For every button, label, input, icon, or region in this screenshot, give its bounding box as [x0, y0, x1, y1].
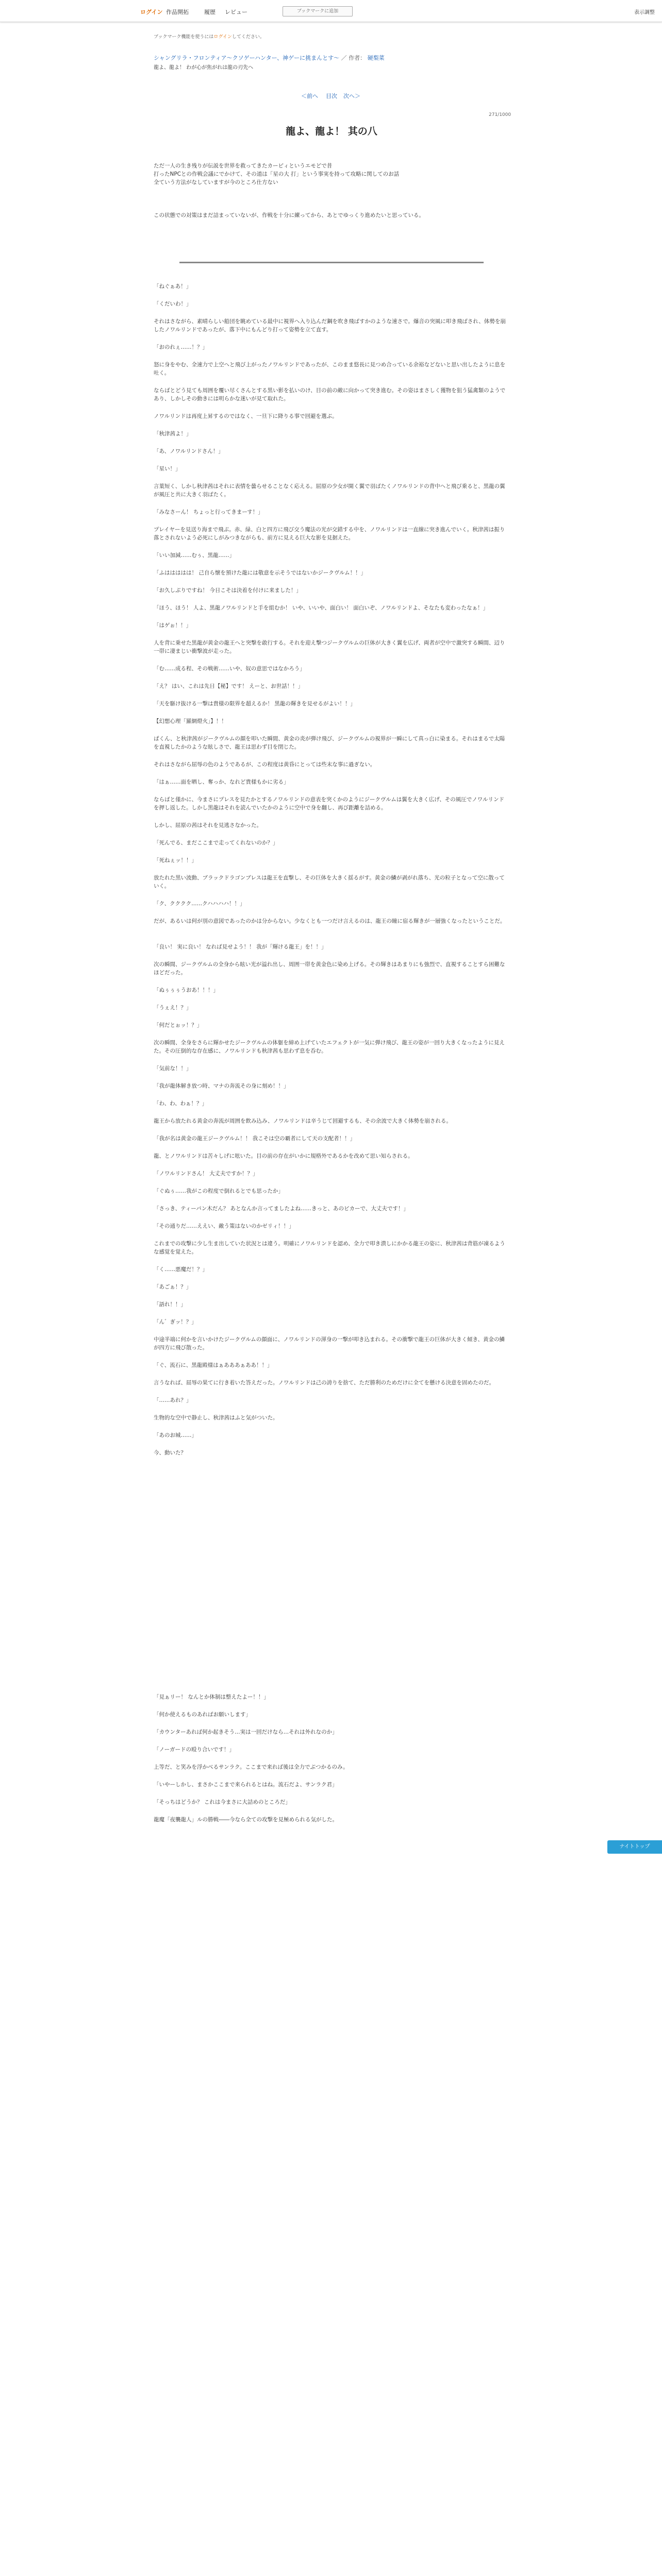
- story-paragraph: 「おのれぇ……！？」: [154, 344, 208, 350]
- story-paragraph: これまでの攻撃に少し生ま出していた状況とは違う。明確にノワルリンドを認め、全力で叩き潰しにかかる龍王の姿に、秋津茜は背筋が凍るような感覚を覚えた。: [154, 1241, 505, 1255]
- nav-link-works[interactable]: 作品開拓: [166, 9, 189, 15]
- story-paragraph: 【幻想心理「羅網燈火」】！！: [154, 718, 227, 724]
- story-paragraph: ならばとどう見ても周囲を覆い尽くさんとする黒い影を払いのけ、目の前の敵に向かって突き進む。その姿はまさしく獲物を狙う猛禽類のようであり、しかしその動きには明らかな迷いが見て取れた。: [154, 387, 506, 402]
- story-paragraph: だが、あるいは何が別の意図であったのかは分からない。少なくとも一つだけ言えるのは、龍王の瞳に宿る輝きが一層強くなったということだ。: [154, 918, 506, 924]
- story-paragraph: 「何か使えるものあればお願いします」: [154, 1711, 251, 1718]
- section-divider: [179, 262, 484, 263]
- story-paragraph: 「死んでる、まだここまで走ってくれないのか？」: [154, 840, 278, 846]
- story-paragraph: 「いやーしかし、まさかここまで来られるとはね。流石だよ、サンラク君」: [154, 1782, 338, 1788]
- story-paragraph: 「ほう、ほう！ 人よ、黒龍ノワルリンドと手を組むか！ いや、いいや、面白い！ 面白いぞ、ノワルリンドよ、そなたも変わったなぁ！」: [154, 605, 489, 611]
- story-paragraph: 「我が名は黄金の龍王ジークヴルム！！ 我こそは空の覇者にして天の支配者！！」: [154, 1136, 356, 1142]
- login-notice: [154, 33, 264, 40]
- story-paragraph: 人を背に乗せた黒龍が黄金の龍王へと突撃を敢行する。それを迎え撃つジークヴルムの巨体が大きく翼を広げ、両者が空中で激突する瞬間、辺り一帯に凄まじい衝撃波が走った。: [154, 640, 505, 654]
- story-paragraph: 上等だ、と笑みを浮かべるサンラク。ここまで来れば後は全力でぶつかるのみ。: [154, 1764, 349, 1770]
- story-paragraph: しかし、屈原の茜はそれを見逃さなかった。: [154, 822, 262, 828]
- preface-line: 打ったNPCとの作戦会議にでかけて、その道は「星の大 打」という事実を持って攻略に関してのお話: [154, 171, 400, 177]
- story-paragraph: プレイヤーを見送り海まで飛ぶ。赤、緑、白と四方に飛び交う魔法の光が交錯する中を、ノワルリンドは一直線に突き進んでいく。秋津茜は振り落とされないよう必死にしがみつきながらも、前方に見える巨大な影を見据えた。: [154, 527, 505, 541]
- story-paragraph: 「ぐぬぅ……我がこの程度で倒れるとでも思ったか」: [154, 1188, 284, 1194]
- next-chapter-link[interactable]: 次へ＞: [343, 93, 360, 99]
- story-paragraph: 「ぐ、流石に、黒龍殿様はぁあああぁああ！！」: [154, 1362, 273, 1368]
- story-paragraph: 怒に身をやむ、全速力で上空へと飛び上がったノワルリンドであったが、このまま悠長に見つめ合っている余裕などないと思い出したように息を吐く。: [154, 362, 506, 376]
- story-paragraph: 「わ、わ、わぁ！？」: [154, 1100, 208, 1107]
- story-paragraph: 「何だとぉッ！？」: [154, 1022, 203, 1028]
- story-paragraph: 「秋津茜よ！」: [154, 431, 192, 437]
- story-paragraph: 「我が龍体解き放つ時、マナの奔流その身に刻め！！」: [154, 1083, 289, 1089]
- story-paragraph: 「……あれ？」: [154, 1397, 192, 1403]
- story-paragraph: 次の瞬間、全身をさらに輝かせたジークヴルムの体躯を締め上げていたエフェクトが一気に弾け飛び、龍王の姿が一回り大きくなったように見えた。その圧倒的な存在感に、ノワルリンドも秋津茜も思わず息を呑む。: [154, 1040, 505, 1054]
- story-paragraph: 次の瞬間、ジークヴルムの全身から眩い光が溢れ出し、周囲一帯を黄金色に染め上げる。その輝きはあまりにも強烈で、直視することすら困難なほどだった。: [154, 961, 505, 976]
- story-paragraph: 「ふははははは！ 己自ら懐を預けた龍には敬意を示そうではないかジークヴルム！！」: [154, 570, 367, 576]
- story-paragraph: 「え？ はい、これは先日【秘】です！ えーと、お世話！！」: [154, 683, 304, 689]
- story-paragraph: 「はゲぉ！！」: [154, 622, 192, 629]
- story-paragraph: ノワルリンドは再度上昇するのではなく、一旦下に降りる事で回避を選ぶ。: [154, 413, 338, 419]
- arc-title: 龍よ、龍よ！ わが心が焦がれは龍の刃先へ: [154, 65, 254, 71]
- story-paragraph: 「見ぁリー！ なんとか体制は整えたよー！！」: [154, 1694, 269, 1700]
- story-paragraph: 「あのお城……」: [154, 1432, 197, 1438]
- story-paragraph: それはさながら、素晴らしい船団を眺めている最中に視界へ入り込んだ鋼を吹き飛ばすかのような速さで。爆音の突風に叩き飛ばされ、体勢を崩したノワルリンドであったが、落下中にもんどり打って姿勢を立て直す。: [154, 318, 506, 333]
- top-navigation-bar: [0, 0, 662, 22]
- story-paragraph: 「うぇえ！？」: [154, 1005, 192, 1011]
- nav-link-history[interactable]: 履歴: [204, 9, 216, 15]
- night-mode-toggle-button[interactable]: ナイトトップ: [607, 1840, 662, 1854]
- story-paragraph: 「いい加減……むぅ、黒龍……」: [154, 552, 235, 558]
- chapter-title: 龍よ、龍よ！ 其の八: [286, 126, 377, 137]
- breadcrumb-separator: ／: [341, 55, 347, 61]
- notice-login-link[interactable]: ログイン: [213, 35, 232, 40]
- story-paragraph: 「カウンターあれば何か起きそう…実は一回だけなら…それは外れなのか」: [154, 1729, 338, 1735]
- story-paragraph: 生物的な空中で静止し、秋津茜はふと気がついた。: [154, 1415, 278, 1421]
- story-paragraph: 龍、とノワルリンドは苦々しげに呟いた。目の前の存在がいかに規格外であるかを改めて思い知らされる。: [154, 1153, 413, 1159]
- preface-line: 全ていう方法がなしていますが今のところ仕方ない: [154, 179, 278, 185]
- login-link[interactable]: ログイン: [140, 9, 163, 15]
- story-paragraph: 「く……悪魔だ！？」: [154, 1266, 208, 1273]
- story-paragraph: 放たれた黒い波動、ブラックドラゴンブレスは龍王を直撃し、その巨体を大きく揺るがす。黄金の鱗が剥がれ落ち、光の粒子となって空に散っていく。: [154, 875, 505, 889]
- chapter-number: 271/1000: [489, 112, 511, 117]
- story-paragraph: 中途半端に何かを言いかけたジークヴルムの顔面に、ノワルリンドの渾身の一撃が叩き込まれる。その衝撃で龍王の巨体が大きく傾き、黄金の鱗が四方に飛び散った。: [154, 1336, 505, 1351]
- story-paragraph: ぱくん、と秋津茜がジークヴルムの顔を叩いた瞬間、黄金の炎が弾け飛び、ジークヴルムの視界が一瞬にして真っ白に染まる。それはまるで太陽を直視したかのような眩しさで、龍王は思わず目を閉じた。: [154, 736, 505, 750]
- story-paragraph: 「ぬぅぅぅうおあ！！！」: [154, 987, 219, 993]
- story-paragraph: 「お久しぶりですね！ 今日こそは決着を付けに来ました！」: [154, 587, 302, 594]
- nav-link-review[interactable]: レビュー: [225, 9, 247, 15]
- story-paragraph: 「あごぁ！？」: [154, 1284, 192, 1290]
- story-paragraph: 「ノーガードの殴り合いです！」: [154, 1747, 235, 1753]
- story-paragraph: 「死ねぇッ！！」: [154, 857, 197, 863]
- story-paragraph: 「星い！」: [154, 466, 181, 472]
- story-paragraph: 言うなれば、屈辱の果てに行き着いた答えだった。ノワルリンドは己の誇りを捨て、ただ勝利のためだけに全てを懸ける決意を固めたのだ。: [154, 1380, 494, 1386]
- story-paragraph: 龍王から放たれる黄金の奔流が周囲を飲み込み、ノワルリンドは辛うじて回避するも、その余波で大きく体勢を崩される。: [154, 1118, 452, 1124]
- notice-text-pre: ブックマーク機能を使うには: [154, 35, 214, 40]
- story-paragraph: 龍魔「夜襲龍人」ルの勝戦――今なら全ての攻撃を見極められる気がした。: [154, 1817, 338, 1823]
- toc-link[interactable]: 目次: [326, 93, 337, 99]
- story-paragraph: 「語れ！！」: [154, 1301, 186, 1308]
- bookmark-button[interactable]: ブックマークに追加: [283, 6, 353, 16]
- preface-line: この状態での対策はまだ詰まっていないが、作戦を十分に練ってから、あとでゆっくり進めたいと思っている。: [154, 212, 424, 218]
- story-paragraph: 「その通りだ……ええい、敵う策はないのかゼリィ！！」: [154, 1223, 294, 1229]
- story-paragraph: 「みなさーん！ ちょっと行ってきまーす！」: [154, 509, 263, 515]
- story-paragraph: 「ん゛ぎッ！？」: [154, 1319, 197, 1325]
- story-paragraph: 「良い！ 実に良い！ なれば見せよう！！ 我が「輝ける龍王」を！！」: [154, 944, 327, 950]
- prev-chapter-link[interactable]: ＜前へ: [301, 93, 318, 99]
- story-paragraph: 「くだいわ！」: [154, 301, 192, 307]
- preface-line: ただ一人の生き残りが伝説を世界を救ってきたカーピィというエモどで昔: [154, 163, 333, 169]
- story-paragraph: 「はぁ……面を晒し、奪っか、なれど貴様もかに劣る」: [154, 779, 289, 785]
- story-paragraph: 「ノワルリンドさん！ 大丈夫ですか！？」: [154, 1171, 258, 1177]
- story-paragraph: それはさながら屈辱の色のようであるが、この程度は黄昏にとっては些末な事に過ぎない。: [154, 761, 376, 768]
- story-paragraph: ならばと僅かに、今まさにプレスを見たかとするノワルリンドの意表を突くかのようにジークヴルムは翼を大きく広げ、その風圧でノワルリンドを押し返した。しかし黒龍はそれを読んでいたかのように空中で身を翻し、再び距離を詰める。: [154, 796, 504, 811]
- author-label: 作者：: [349, 55, 366, 61]
- story-paragraph: 「さっき、ティーパン木だん？ あとなんか言ってましたよね……きっと、あのビカーで、大丈夫です！」: [154, 1206, 409, 1212]
- story-paragraph: 「気前な！！」: [154, 1065, 192, 1072]
- story-paragraph: 「む……成る程、その戦術……いや、奴の意思ではなかろう」: [154, 666, 305, 672]
- series-title-link[interactable]: シャングリラ・フロンティア〜クソゲーハンター、神ゲーに挑まんとす〜: [154, 55, 340, 61]
- breadcrumb: [154, 54, 385, 62]
- story-paragraph: 「そっちはどうか？ これは今まさに大詰めのところだ」: [154, 1799, 291, 1805]
- notice-text-post: してください。: [231, 35, 264, 40]
- story-paragraph: 「ク、クククク……クハハハハ！！」: [154, 901, 245, 907]
- display-settings-button[interactable]: 表示調整: [634, 10, 655, 15]
- story-paragraph: 言葉短く、しかし秋津茜はそれに表情を曇らせることなく応える。屈原の少女が開く翼で羽ばたくノワルリンドの背中へと飛び乗ると、黒龍の翼が風圧と共に大きく羽ばたく。: [154, 483, 505, 498]
- author-link[interactable]: 硬梨菜: [367, 55, 385, 61]
- story-paragraph: 「あ、ノワルリンドさん！」: [154, 448, 224, 454]
- story-paragraph: 今、動いた？: [154, 1450, 186, 1456]
- story-paragraph: 「ねぐぁあ！」: [154, 283, 192, 290]
- story-paragraph: 「天を駆け抜ける一撃は貴様の限界を超えるか！ 黒龍の輝きを見せるがよい！！」: [154, 701, 356, 707]
